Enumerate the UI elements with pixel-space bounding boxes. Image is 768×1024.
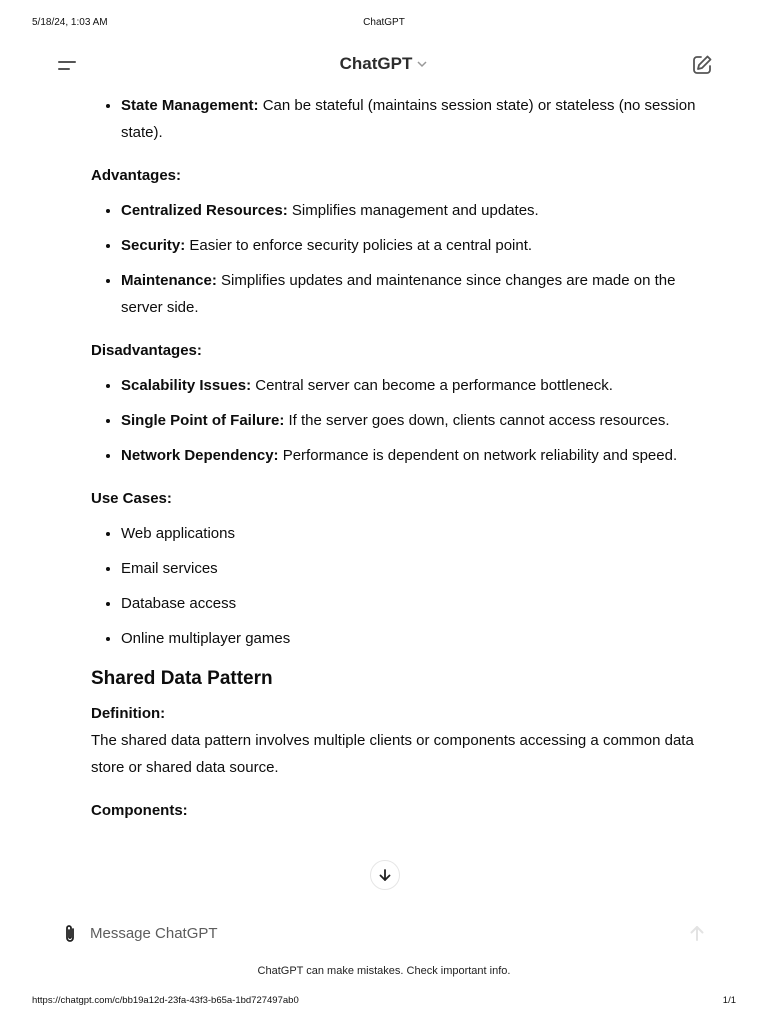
list-item: • Web applications — [121, 520, 711, 547]
use-cases-heading: Use Cases: — [91, 490, 172, 507]
item-label: Scalability Issues: — [121, 377, 252, 394]
list-item: • Email services — [121, 555, 711, 582]
compose-icon — [690, 53, 714, 77]
item-text: Can be stateful (maintains session state) or stateless (no session state). — [121, 97, 696, 141]
item-label: State Management: — [121, 97, 259, 114]
item-text: Simplifies management and updates. — [287, 202, 539, 219]
print-footer — [32, 995, 736, 1009]
item-label: Network Dependency: — [121, 447, 279, 464]
use-cases-list — [91, 520, 711, 652]
list-item: • Database access — [121, 590, 711, 617]
item-label: Maintenance: — [121, 272, 217, 289]
advantages-list — [91, 197, 711, 321]
definition-text: The shared data pattern involves multiple clients or components accessing a common data store or shared data source. — [91, 732, 694, 776]
disadvantages-list — [91, 372, 711, 469]
paperclip-icon — [60, 922, 80, 944]
chat-message-content — [91, 92, 711, 832]
item-label: Centralized Resources: — [121, 202, 288, 219]
list-item — [121, 267, 711, 321]
message-input[interactable] — [90, 920, 650, 946]
advantages-heading: Advantages: — [91, 167, 182, 184]
arrow-down-icon — [378, 868, 392, 882]
item-text: Central server can become a performance bottleneck. — [251, 377, 613, 394]
item-text: Easier to enforce security policies at a central point. — [185, 237, 533, 254]
new-chat-button[interactable] — [690, 53, 714, 77]
list-item — [121, 232, 711, 259]
message-composer — [52, 916, 716, 950]
model-selector[interactable] — [0, 54, 768, 74]
send-button[interactable] — [686, 922, 708, 944]
list-item — [121, 407, 711, 434]
item-text: Performance is dependent on network reliability and speed. — [278, 447, 678, 464]
definition-label: Definition: — [91, 705, 166, 722]
page-number: 1/1 — [722, 995, 736, 1006]
item-label: Security: — [121, 237, 186, 254]
list-item — [121, 372, 711, 399]
item-label: Single Point of Failure: — [121, 412, 285, 429]
item-text: If the server goes down, clients cannot access resources. — [284, 412, 670, 429]
chevron-down-icon — [416, 53, 428, 73]
list-item: • Online multiplayer games — [121, 625, 711, 652]
list-item — [121, 197, 711, 224]
state-list — [91, 92, 711, 146]
print-header — [32, 17, 736, 33]
components-label: Components: — [91, 802, 188, 819]
attach-button[interactable] — [60, 922, 80, 944]
list-item — [121, 442, 711, 469]
disclaimer-text: ChatGPT can make mistakes. Check important info. — [257, 965, 511, 977]
scroll-to-bottom-button[interactable] — [370, 860, 400, 890]
item-text: Simplifies updates and maintenance since changes are made on the server side. — [121, 272, 676, 316]
print-datetime: 5/18/24, 1:03 AM — [32, 17, 108, 28]
model-name: ChatGPT — [339, 54, 413, 73]
top-bar — [0, 48, 768, 84]
print-tab-title: ChatGPT — [363, 17, 405, 28]
section-title: Shared Data Pattern — [91, 668, 273, 689]
disadvantages-heading: Disadvantages: — [91, 342, 202, 359]
arrow-up-icon — [686, 922, 708, 944]
list-item — [121, 92, 711, 146]
print-url: https://chatgpt.com/c/bb19a12d-23fa-43f3-b65a-1bd727497ab0 — [32, 995, 299, 1006]
